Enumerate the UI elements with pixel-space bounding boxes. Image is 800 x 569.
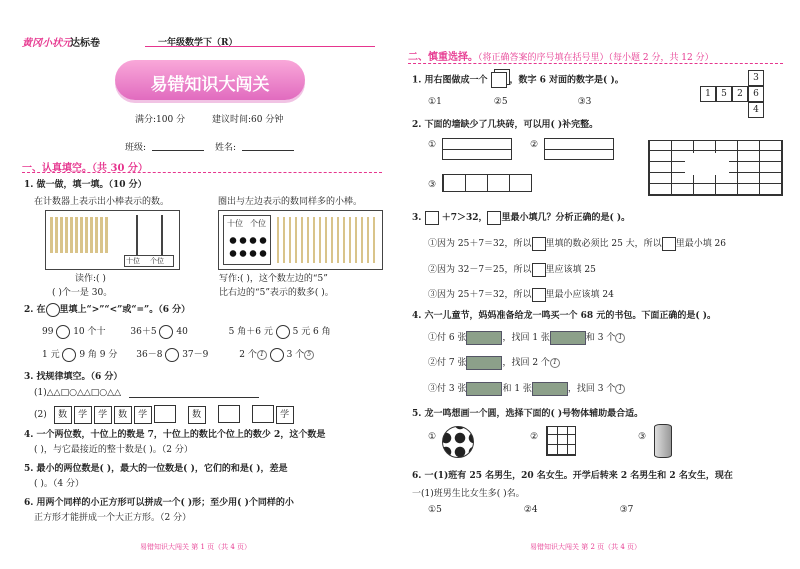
r-q5-opt2[interactable] [530,432,538,442]
left-footer: 易错知识大闯关 第 1 页（共 4 页） [140,543,252,551]
answer-circle[interactable] [159,325,173,339]
banknote-icon [550,331,586,345]
text: 里最小应该填 24 [545,290,614,300]
option[interactable]: ③7 [619,505,634,515]
r-q6-b: 一(1)班男生比女生多( )名。 [412,489,525,499]
q6-text: 6. 用两个同样的小正方形可以拼成一个( )形；至少用( )个同样的小 [24,498,294,508]
r-q1-a: 1. 用右图做成一个 [412,75,488,86]
text: ，找回 2 个 [502,358,550,368]
abacus-label-tens: 十位 [126,257,140,265]
q2-title-b: 里填上“>”“<”或“=”。（6 分） [59,305,191,315]
banknote-20-icon [466,382,502,396]
answer-circle[interactable] [62,348,76,362]
q2-cell: 36＋5 [130,327,157,337]
class-field[interactable] [152,140,204,151]
section1-rule [22,172,382,173]
r-q2: 2. 下面的墙缺少了几块砖，可以用( )补完整。 [412,120,599,130]
r-q6-options [428,505,728,515]
net-cell: 3 [748,70,764,86]
q1-left-text: 在计数器上表示出小棒表示的数。 [34,197,170,207]
abacus-label-ones: 个位 [150,257,164,265]
option-label: ③ [428,180,437,190]
r-q3-c: 里最小填几？分析正确的是( )。 [501,213,631,223]
header-rule [145,46,375,47]
r-q1 [412,72,624,88]
loose-sticks[interactable] [277,217,379,263]
r-q2-opt3[interactable] [428,180,436,190]
option[interactable]: ②4 [523,505,538,515]
r-q4: 4. 六一儿童节，妈妈准备给龙一鸣买一个 68 元的书包。下面正确的是( )。 [412,311,716,321]
pattern-char: 学 [74,406,92,424]
blank-box [532,237,546,251]
r-q5-opt3[interactable] [638,432,646,442]
brick-wall [648,140,783,196]
q3-pattern2-label: (2) [34,409,47,420]
section2-note: （将正确答案的序号填在括号里）（每小题 2 分，共 12 分） [478,53,714,63]
q3-pattern2 [34,405,296,424]
left-page [0,0,395,569]
q2-cell: 40 [176,327,188,337]
brick-shape-1 [442,138,512,160]
option-label: ② [530,140,539,150]
q2-cell: 5 元 6 角 [292,327,331,337]
write-as: 写作:( )，这个数左边的“5” [219,274,328,284]
option[interactable]: ①5 [428,505,442,515]
r-q2-opt1[interactable] [428,140,436,150]
stick-bundles [50,217,110,253]
net-cell: 2 [732,86,748,102]
coin-icon: 1 [615,384,625,394]
r-q3-opt1[interactable] [428,236,726,251]
q2-cell: 5 角＋6 元 [228,327,273,337]
text: 和 3 个 [585,333,616,343]
blank-box[interactable] [425,211,439,225]
q1-line2a: ( )个一是 30。 [52,288,113,298]
card-dots [228,234,268,260]
option-label: ③ [638,432,647,442]
card-label-tens: 十位 [227,219,243,228]
option-label: ② [530,432,539,442]
r-q4-opt1[interactable] [428,330,625,345]
option[interactable]: ③3 [577,97,592,107]
answer-circle[interactable] [56,325,70,339]
banknote-10-icon [466,356,502,370]
blank-box [532,263,546,277]
place-card [223,215,271,265]
q2-row2 [42,347,382,362]
q2-cell: 2 个 [239,350,257,360]
blank-box[interactable] [487,211,501,225]
r-q4-opt3[interactable] [428,381,625,396]
r-q3-num: 3. [412,213,422,223]
class-label: 班级: [125,143,147,153]
text: ，找回 3 个 [567,384,616,394]
option[interactable]: ①1 [428,97,442,107]
text: ③付 3 张 [428,384,467,394]
coin-5-icon: 5 [304,350,314,360]
coin-1-icon: 1 [257,350,267,360]
r-q3-opt3[interactable] [428,287,614,302]
coin-icon: 1 [615,333,625,343]
q2-row1 [42,324,382,339]
soccer-ball-icon [442,426,474,458]
full-score: 满分:100 分 [135,115,186,125]
text: 和 1 张 [502,384,532,394]
option[interactable]: ②5 [493,97,508,107]
read-as: 读作:( ) [75,274,106,284]
q2-cell: 3 个 [286,350,305,360]
answer-circle[interactable] [276,325,290,339]
option-label: ① [428,432,437,442]
cube-icon [491,72,507,88]
q2-cell: 10 个十 [73,327,106,337]
r-q5-opt1[interactable] [428,432,436,442]
q2-cell: 36－8 [136,350,163,360]
q5-text-b: ( )。（4 分） [34,479,84,489]
r-q1-options [428,97,728,107]
text: ①因为 25＋7＝32，所以 [428,239,532,249]
pattern-blank[interactable] [154,405,176,423]
section2-title: 二、慎重选择。 [408,52,478,63]
text: ②付 7 张 [428,358,467,368]
r-q5: 5. 龙一鸣想画一个圆，选择下面的( )号物体辅助最合适。 [412,409,644,419]
pattern-char: 学 [134,406,152,424]
q2-cell: 9 角 9 分 [79,350,118,360]
q3-title: 3. 找规律填空。（6 分） [24,372,123,382]
banner-title: 易错知识大闯关 [150,75,270,95]
pattern-char: 数 [188,406,206,424]
r-q3-opt2[interactable] [428,262,596,277]
coin-icon: 1 [550,358,560,368]
text: 里填的数必须比 25 大，所以 [545,239,662,249]
q3-answer-line[interactable] [129,388,259,398]
q2-cell: 99 [42,327,54,337]
blank-box [532,288,546,302]
grade-label: 一年级数学下（R） [158,38,238,48]
pattern-char: 数 [114,406,132,424]
abacus-rod-ones[interactable] [161,215,163,255]
logo: 黄冈小状元 [22,38,72,49]
pattern-char: 学 [94,406,112,424]
rubiks-cube-icon [546,426,576,456]
pattern-blank[interactable] [252,405,274,423]
q2-title [24,302,190,317]
q2-cell: 37－9 [182,350,209,360]
compare-circle-icon [46,303,60,317]
r-q6: 6. 一(1)班有 25 名男生，20 名女生。开学后转来 2 名男生和 2 名女生，现在 [412,471,733,481]
q4-text: 4. 一个两位数，十位上的数是 7，十位上的数比个位上的数少 2，这个数是 [24,430,326,440]
q1-title: 1. 做一做，填一填。（10 分） [24,180,147,190]
right-footer: 易错知识大闯关 第 2 页（共 4 页） [530,543,642,551]
pattern-blank[interactable] [218,405,240,423]
stick-abacus-figure [45,210,180,270]
banknote-10-icon [466,331,502,345]
abacus-rod-tens[interactable] [136,215,138,255]
q4-text-b: ( )，与它最接近的整十数是( )。（2 分） [34,445,193,455]
q1-line2b: 比右边的“5”表示的数多( )。 [219,288,334,298]
q3-pattern1 [34,388,259,398]
text: 里最小填 26 [675,239,727,249]
pattern-char: 学 [276,406,294,424]
answer-circle[interactable] [165,348,179,362]
right-page [400,0,800,569]
card-sticks-figure [218,210,383,270]
can-icon [654,424,672,458]
brick-shape-2 [544,138,614,160]
net-cell: 1 [700,86,716,102]
net-cell: 5 [716,86,732,102]
section2-rule [408,63,783,64]
cube-net [700,70,780,122]
q5-text: 5. 最小的两位数是( )，最大的一位数是( )，它们的和是( )，差是 [24,464,288,474]
answer-circle[interactable] [270,348,284,362]
text: ①付 6 张 [428,333,467,343]
net-cell: 6 [748,86,764,102]
q1-right-text: 圈出与左边表示的数同样多的小棒。 [218,197,363,207]
name-field[interactable] [242,140,294,151]
wall-gap [685,153,729,175]
blank-box [662,237,676,251]
text: 里应该填 25 [545,265,596,275]
r-q1-b: ，数字 6 对面的数字是( )。 [509,75,624,86]
text: ③因为 25＋7＝32，所以 [428,290,532,300]
brick-shape-3 [442,174,532,192]
net-cell: 4 [748,102,764,118]
q2-title-a: 2. 在 [24,305,46,315]
q2-cell: 1 元 [42,350,60,360]
r-q3-b: ＋7＞32， [441,213,488,223]
card-label-ones: 个位 [250,219,266,228]
option-label: ① [428,140,437,150]
section2-heading [408,48,714,63]
r-q2-opt2[interactable] [530,140,538,150]
banknote-10-icon [532,382,568,396]
tag: 达标卷 [70,38,100,49]
pattern-char: 数 [54,406,72,424]
section1-title: 一、认真填空。（共 30 分） [22,163,148,174]
time: 建议时间:60 分钟 [212,115,284,125]
text: ②因为 32－7＝25，所以 [428,265,532,275]
r-q4-opt2[interactable] [428,355,560,370]
name-label: 姓名: [215,143,237,153]
q6-text-b: 正方形才能拼成一个大正方形。（2 分） [34,513,192,523]
r-q3 [412,210,630,225]
q3-pattern1-text: (1)△△□○△△□○△△ [34,388,121,398]
text: ，找回 1 张 [502,333,550,343]
